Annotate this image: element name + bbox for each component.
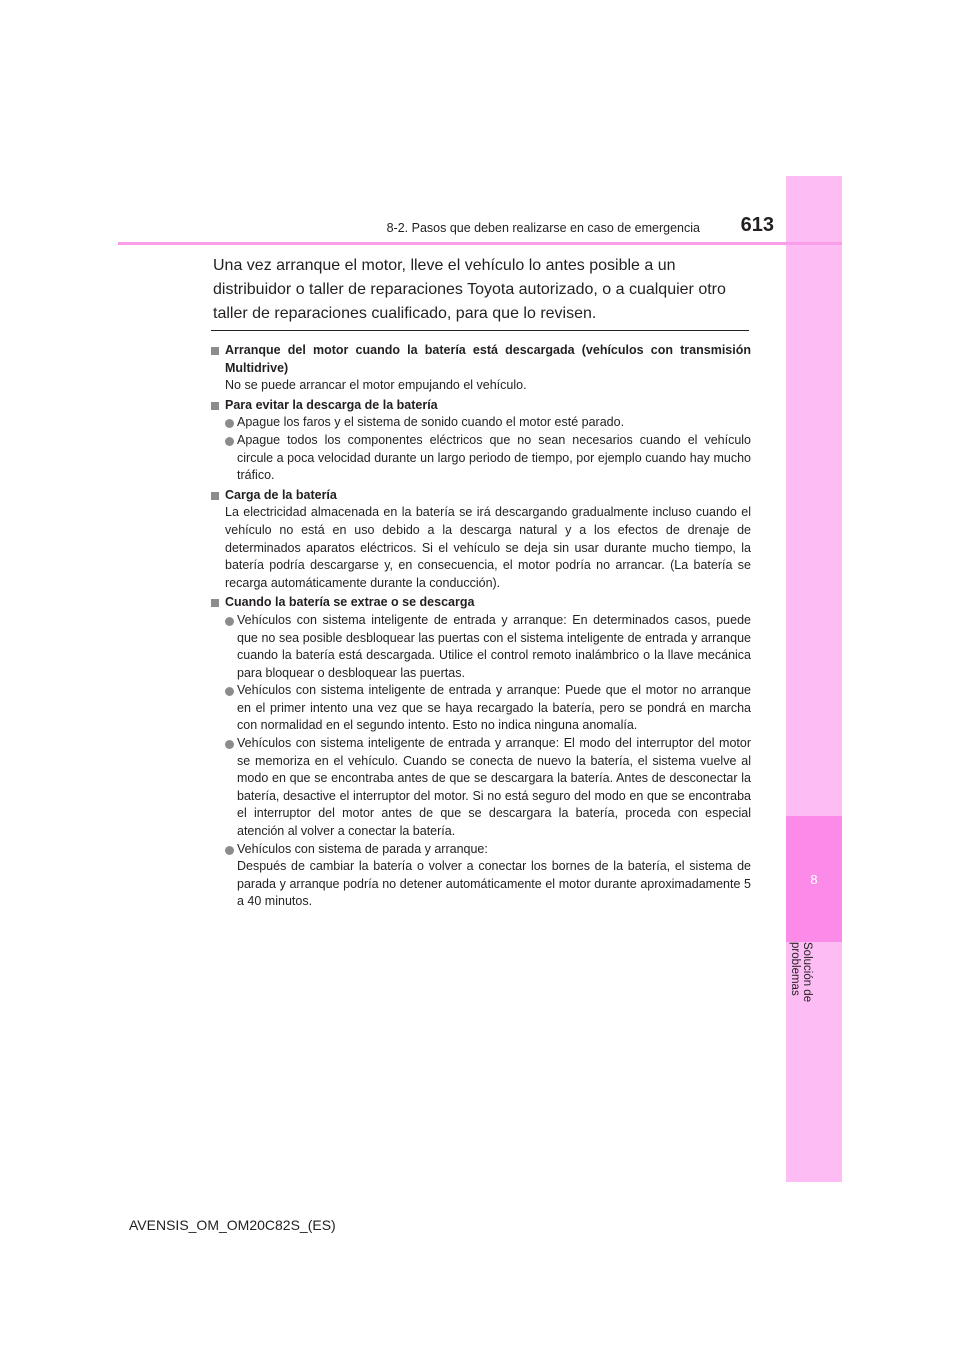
- note-section: [211, 397, 751, 485]
- note-section: [211, 342, 751, 395]
- note-heading: Para evitar la descarga de la batería: [225, 397, 438, 412]
- round-bullet-icon: [225, 437, 234, 446]
- note-heading: Arranque del motor cuando la batería está descargada (vehículos con transmisión Multidrive): [225, 343, 751, 375]
- square-bullet-icon: [211, 402, 219, 410]
- square-bullet-icon: [211, 492, 219, 500]
- note-heading: Carga de la batería: [225, 487, 337, 502]
- bullet-text: Apague todos los componentes eléctricos que no sean necesarios cuando el vehículo circule a poca velocidad durante un largo periodo de tiempo, por ejemplo cuando hay mucho tráfico.: [237, 432, 751, 483]
- bullet-text: Vehículos con sistema inteligente de entrada y arranque: Puede que el motor no arranque en el primer intento una vez que se haya recargado la batería, pero se pondrá en marcha con normalidad en el segundo intento. Esto no indica ninguna anomalía.: [237, 683, 751, 733]
- round-bullet-icon: [225, 419, 234, 428]
- page-number: 613: [740, 214, 774, 236]
- round-bullet-icon: [225, 687, 234, 696]
- note-section: [211, 487, 751, 593]
- manual-code-footer: AVENSIS_OM_OM20C82S_(ES): [129, 1217, 336, 1233]
- square-bullet-icon: [211, 347, 219, 355]
- chapter-number: 8: [810, 871, 818, 887]
- bullet-text: Apague los faros y el sistema de sonido cuando el motor esté parado.: [237, 415, 625, 430]
- section-title: 8-2. Pasos que deben realizarse en caso de emergencia: [386, 221, 700, 235]
- note-text: No se puede arrancar el motor empujando el vehículo.: [225, 378, 527, 393]
- note-section: [211, 594, 751, 911]
- bullet-text: Vehículos con sistema de parada y arranque: Después de cambiar la batería o volver a conectar los bornes de la batería, el sistema de parada y arranque podría no detener automáticamente el motor durante aproximadamente 5 a 40 minutos.: [237, 841, 751, 909]
- bullet-text: Vehículos con sistema inteligente de entrada y arranque: En determinados casos, puede que no sea posible desbloquear las puertas con el sistema inteligente de entrada y arranque cuando la batería está descargada. Utilice el control remoto inalámbrico o la llave mecánica para bloquear o desbloquear las puertas.: [237, 612, 751, 680]
- chapter-number-tab: [786, 816, 842, 942]
- notes-content: [211, 342, 751, 913]
- header-rule: [118, 242, 842, 245]
- square-bullet-icon: [211, 599, 219, 607]
- round-bullet-icon: [225, 846, 234, 855]
- chapter-title-vertical: Solución de problemas: [789, 942, 813, 1003]
- intro-paragraph: Una vez arranque el motor, lleve el vehículo lo antes posible a un distribuidor o taller de reparaciones Toyota autorizado, o a cualquier otro taller de reparaciones cualificado, para que lo revisen.: [213, 257, 726, 322]
- note-heading: Cuando la batería se extrae o se descarga: [225, 595, 475, 610]
- round-bullet-icon: [225, 617, 234, 626]
- round-bullet-icon: [225, 740, 234, 749]
- chapter-side-tab: [786, 176, 842, 1182]
- note-text: La electricidad almacenada en la batería se irá descargando gradualmente incluso cuando el vehículo no está en uso debido a la descarga natural y a los efectos de drenaje de determinados aparatos eléctricos. Si el vehículo se deja sin usar durante mucho tiempo, la batería podría descargarse y, en consecuencia, el motor podría no arrancar. (La batería se recarga automáticamente durante la conducción).: [225, 505, 751, 590]
- section-divider: [211, 330, 749, 331]
- bullet-text: Vehículos con sistema inteligente de entrada y arranque: El modo del interruptor del motor se memoriza en el vehículo. Cuando se conecta de nuevo la batería, el sistema vuelve al modo en que se encontraba antes de que se descargara la batería. Antes de desconectar la batería, desactive el interruptor del motor. Si no está seguro del modo en que se encontraba el interruptor del motor antes de que se descargara la batería, proceda con especial atención al volver a conectar la batería.: [237, 736, 751, 839]
